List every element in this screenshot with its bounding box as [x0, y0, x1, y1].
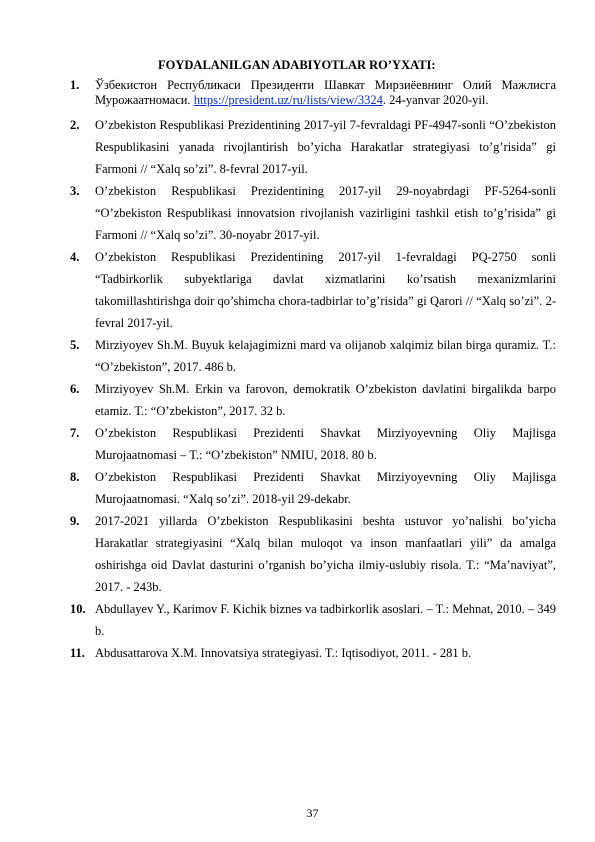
reference-list	[70, 78, 556, 664]
reference-link[interactable]: https://president.uz/ru/lists/view/3324	[193, 92, 383, 107]
reference-number: 2.	[70, 118, 80, 132]
reference-item-5	[70, 334, 556, 378]
reference-number: 6.	[70, 382, 80, 396]
reference-text: 2017-2021 yillarda O’zbekiston Respublikasini beshta ustuvor yo’nalishi bo’yicha Harakatlar strategiyasini “Xalq bilan muloqot va inson manfaatlari yili” da amalga oshirishga oid Davlat dasturini o’rganish bo’yicha ilmiy-uslubiy risola. T.: “Ma’naviyat”, 2017. - 243b.	[95, 514, 556, 594]
reference-number: 5.	[70, 338, 80, 352]
reference-number: 7.	[70, 426, 80, 440]
reference-text: O’zbekiston Respublikasi Prezidentining 2017-yil 7-fevraldagi PF-4947-sonli “O’zbekiston Respublikasini yanada rivojlantirish bo’yicha Harakatlar strategiyasi to’g’risida” gi Farmoni // “Xalq so’zi”. 8-fevral 2017-yil.	[95, 118, 556, 176]
reference-item-6	[70, 378, 556, 422]
reference-text-before-link: Ўзбекистон Республикаси Президенти Шавкат Мирзиёевнинг Олий Мажлисга Мурожаатномаси.	[95, 78, 556, 107]
reference-item-1	[70, 78, 556, 107]
reference-number: 10.	[70, 602, 86, 616]
reference-number: 9.	[70, 514, 80, 528]
reference-text	[95, 78, 556, 107]
reference-item-7	[70, 422, 556, 466]
reference-text: O’zbekiston Respublikasi Prezidenti Shavkat Mirziyoyevning Oliy Majlisga Murojaatnomasi. “Xalq so’zi”. 2018-yil 29-dekabr.	[95, 470, 556, 506]
reference-text-after-link: . 24-yanvar 2020-yil.	[382, 92, 489, 107]
reference-text: Abdusattarova X.M. Innovatsiya strategiyasi. T.: Iqtisodiyot, 2011. - 281 b.	[95, 646, 472, 660]
reference-item-11	[70, 642, 556, 664]
reference-text: Abdullayev Y., Karimov F. Kichik biznes va tadbirkorlik asoslari. – T.: Mehnat, 2010. – 349 b.	[95, 602, 556, 638]
reference-text: Mirziyoyev Sh.M. Buyuk kelajagimizni mard va olijanob xalqimiz bilan birga quramiz. T.: “O’zbekiston”, 2017. 486 b.	[95, 338, 556, 374]
reference-text: O’zbekiston Respublikasi Prezidentining 2017-yil 1-fevraldagi PQ-2750 sonli “Tadbirkorlik subyektlariga davlat xizmatlarini ko’rsatish mexanizmlarini takomillashtirishga doir qo’shimcha chora-tadbirlar to’g’risida” gi Qarori // “Xalq so’zi”. 2-fevral 2017-yil.	[95, 250, 556, 330]
bibliography-heading: FOYDALANILGAN ADABIYOTLAR RO’YXATI:	[158, 58, 436, 72]
reference-text: O’zbekiston Respublikasi Prezidentining 2017-yil 29-noyabrdagi PF-5264-sonli “O’zbekiston Respublikasi innovatsion rivojlanish vazirligini tashkil etish to’g’risida” gi Farmoni // “Xalq so’zi”. 30-noyabr 2017-yil.	[95, 184, 556, 242]
reference-item-10	[70, 598, 556, 642]
page-number: 37	[306, 806, 319, 820]
reference-number: 4.	[70, 250, 80, 264]
reference-item-9	[70, 510, 556, 598]
reference-number: 11.	[70, 646, 85, 660]
reference-item-4	[70, 246, 556, 334]
reference-number: 8.	[70, 470, 80, 484]
reference-number: 1.	[70, 78, 80, 92]
reference-text: Mirziyoyev Sh.M. Erkin va farovon, demokratik O’zbekiston davlatini birgalikda barpo etamiz. T.: “O’zbekiston”, 2017. 32 b.	[95, 382, 556, 418]
reference-item-3	[70, 180, 556, 246]
reference-text: O’zbekiston Respublikasi Prezidenti Shavkat Mirziyoyevning Oliy Majlisga Murojaatnomasi – T.: “O’zbekiston” NMIU, 2018. 80 b.	[95, 426, 556, 462]
reference-item-2	[70, 114, 556, 180]
reference-number: 3.	[70, 184, 80, 198]
reference-item-8	[70, 466, 556, 510]
